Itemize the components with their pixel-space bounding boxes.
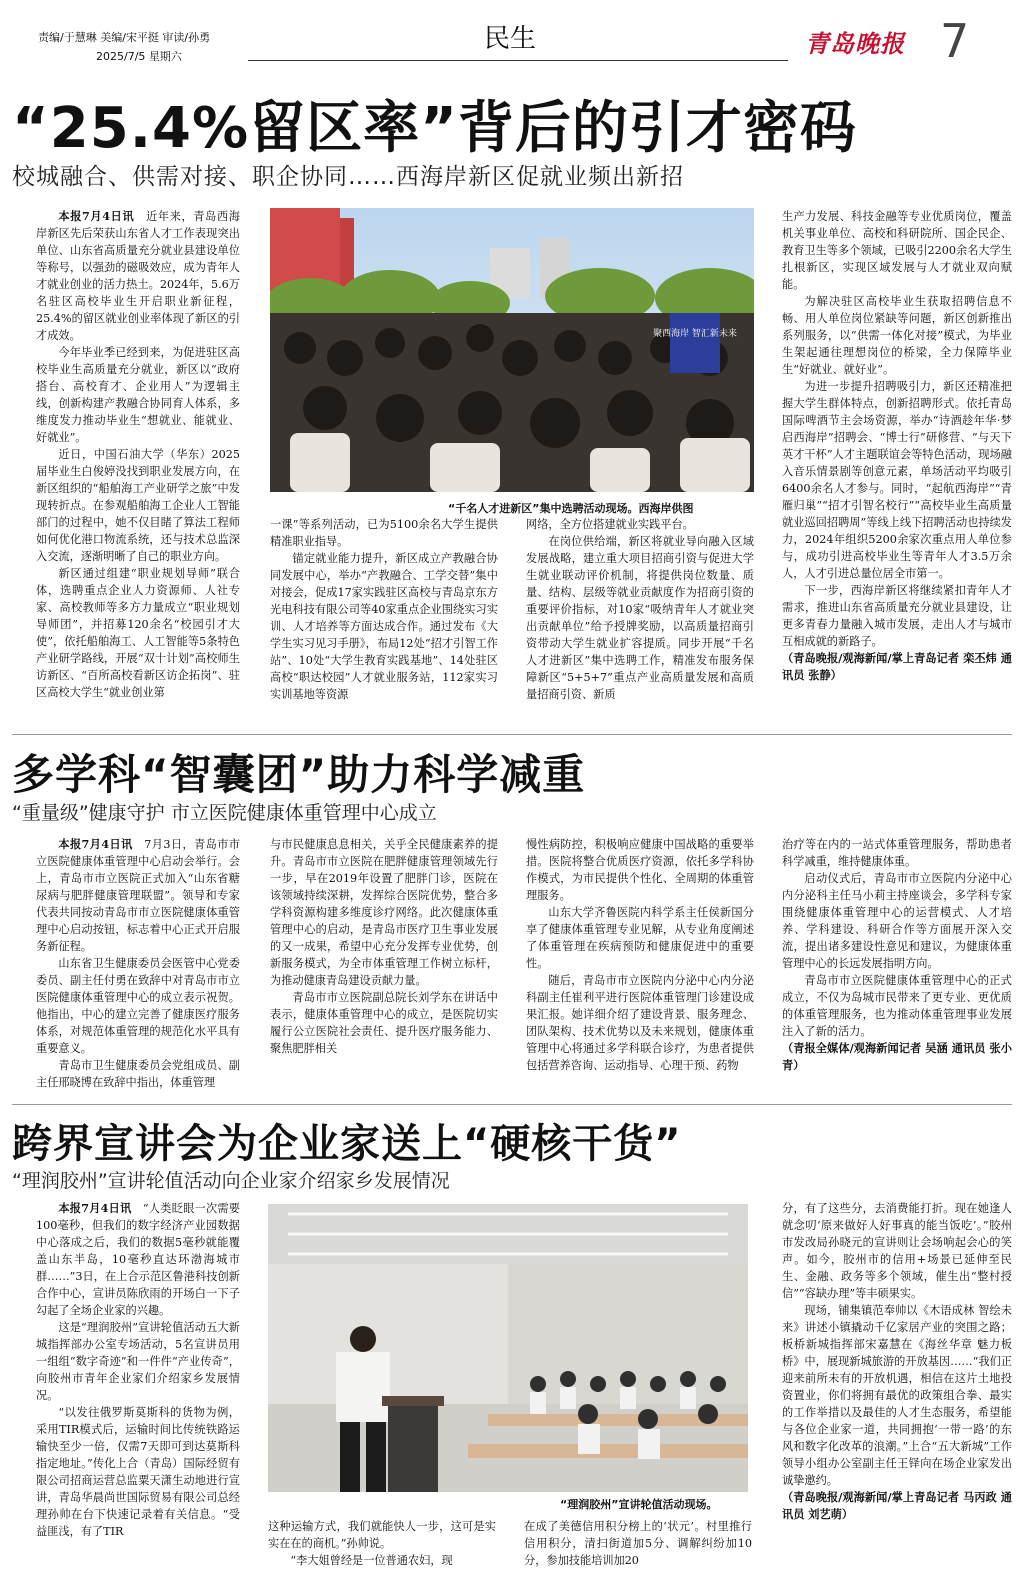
paragraph: 网络，全方位搭建就业实践平台。: [526, 518, 694, 531]
paragraph: 现场，铺集镇范奉帅以《木语成林 智绘未来》讲述小镇撬动千亿家居产业的突围之路；板桥新城指挥部宋嘉慧在《海丝华章 魅力板桥》中，展现新城旅游的开放基因……“我们正迎来前所未有的开放机遇，相信在这片土地投资置业，你们将拥有最优的政策组合拳、最实的工作举措以及最佳的人才生态服务，希望能与各位企业家一道，共同拥抱‘一带一路’的东风和数字化改革的浪潮。”上合“五大新城”工作领导小组办公室副主任王铎向在场企业家发出诚挚邀约。: [782, 1304, 1012, 1487]
article1-subtitle: 校城融合、供需对接、职企协同……西海岸新区促就业频出新招: [12, 164, 684, 190]
paragraph: 启动仪式后，青岛市市立医院内分泌中心内分泌科主任马小莉主持座谈会，多学科专家围绕健康体重管理中心的运营模式、人才培养、学科建设、科研合作等方面展开深入交流，提出诸多建设性意见和建议，为健康体重管理中心的长远发展指明方向。: [782, 872, 1012, 970]
newspaper-logo: 青岛晚报: [805, 29, 905, 58]
article2-column-3: [526, 836, 754, 1098]
banner-text: 聚西海岸 智汇新未来: [653, 329, 737, 339]
article2-column-2: [270, 836, 498, 1098]
article2-subtitle: “重量级”健康守护 市立医院健康体重管理中心成立: [12, 802, 437, 824]
paragraph: 青岛市卫生健康委员会党组成员、副主任邢晓博在致辞中指出，体重管理: [36, 1059, 240, 1089]
section-divider: [12, 1104, 1012, 1105]
editor-credits: 责编/于慧琳 美编/宋平挺 审读/孙勇: [38, 31, 211, 44]
article2-column-1: [36, 836, 240, 1098]
paragraph: 随后，青岛市市立医院内分泌中心内分泌科副主任崔利平进行医院体重管理门诊建设成果汇报。她详细介绍了建设背景、服务理念、团队架构、技术优势以及未来规划，健康体重管理中心将通过多学科联合诊疗，为患者提供包括营养咨询、运动指导、心理干预、药物: [526, 974, 754, 1072]
paragraph: 这种运输方式，我们就能快人一步，这可是实实在在的商机。”孙帅说。: [268, 1520, 496, 1550]
job-fair-illustration: [270, 208, 754, 492]
article3-title: 跨界宣讲会为企业家送上“硬核干货”: [12, 1121, 682, 1167]
paragraph: “人类眨眼一次需要100毫秒，但我们的数字经济产业园数据中心落成之后，我们的数据5毫秒就能覆盖山东半岛，10毫秒直达环渤海城市群……”3日，在上合示范区鲁港科技创新合作中心，宣讲员陈欣雨的开场白一下子勾起了全场企业家的兴趣。: [36, 1202, 240, 1317]
paragraph: 山东大学齐鲁医院内科学系主任侯新国分享了健康体重管理专业见解，从专业角度阐述了体重管理在疾病预防和健康促进中的重要性。: [526, 906, 754, 970]
masthead-credits: [38, 28, 210, 66]
paragraph: 在成了美德信用积分榜上的‘状元’。村里推行信用积分，清扫街道加5分、调解纠纷加10分，参加技能培训加20: [524, 1520, 752, 1567]
article1-column-1: [36, 208, 240, 728]
paragraph: 锚定就业能力提升，新区成立产教融合协同发展中心，举办“产教融合、工学交替”集中对接会，促成17家实践驻区高校与青岛京东方光电科技有限公司等40家重点企业围绕实习实训、人才培养等方面达成合作。通过发布《大学生实习见习手册》，布局12处“招才引智工作站”、10处“大学生教育实践基地”、14处驻区高校“职达校园”人才就业服务站，112家实习实训基地等资源: [270, 552, 498, 701]
paragraph: 生产力发展、科技金融等专业优质岗位，覆盖机关事业单位、高校和科研院所、国企民企、教育卫生等多个领域，已吸引2200余名大学生扎根新区，实现区域发展与人才就业双向赋能。: [782, 210, 1012, 291]
paragraph: “以发往俄罗斯莫斯科的货物为例，采用TIR模式后，运输时间比传统铁路运输快至少一倍，仅需7天即可到达莫斯科指定地址。”传化上合（青岛）国际经贸有限公司招商运营总监粟天潇生动地进行宣讲，青岛华晨尚世国际贸易有限公司总经理孙帅在台下快速记录着有关信息。“受益匪浅，有了TIR: [36, 1406, 240, 1538]
paragraph: 分，有了这些分，去消费能打折。现在她逢人就念叨‘原来做好人好事真的能当饭吃’。”胶州市发改局孙晓元的宣讲则让会场响起会心的笑声。如今，胶州市的信用+场景已延伸至民生、金融、政务等多个领域，催生出“整村授信”“容缺办理”等丰硕果实。: [782, 1202, 1012, 1300]
paragraph: 为解决驻区高校毕业生获取招聘信息不畅、用人单位岗位紧缺等问题，新区创新推出系列服务，以“供需一体化对接”模式，为毕业生架起通往理想岗位的桥梁，全力保障毕业生“好就业、就好业”。: [782, 295, 1012, 376]
paragraph: 7月3日，青岛市市立医院健康体重管理中心启动会举行。会上，青岛市市立医院正式加入“山东省糖尿病与肥胖健康管理联盟”。领导和专家代表共同按动青岛市市立医院健康体重管理中心启动按钮，标志着中心正式开启服务新征程。: [36, 838, 240, 953]
article3-column-4: [782, 1200, 1012, 1570]
article1-lead: 本报7月4日讯: [58, 209, 135, 223]
job-fair-photo: [270, 208, 754, 492]
article2-byline: （青报全媒体/观海新闻记者 吴涵 通讯员 张小青）: [782, 1041, 1012, 1072]
article3-subtitle: “理润胶州”宣讲轮值活动向企业家介绍家乡发展情况: [12, 1170, 450, 1192]
article1-photo-caption: “千名人才进新区”集中选聘活动现场。西海岸供图: [448, 502, 694, 515]
article1-column-2: [270, 516, 498, 728]
paragraph: 近年来，青岛西海岸新区先后荣获山东省人才工作表现突出单位、山东省高质量充分就业县建设单位等称号，以强劲的磁吸效应，成为青年人才就业创业的活力热土。2024年，5.6万名驻区高校毕业生开启职业新征程，25.4%的留区就业创业率体现了新区的引才成效。: [36, 210, 240, 342]
article3-photo-caption: “理润胶州”宣讲轮值活动现场。: [560, 1498, 718, 1511]
article2-column-4: [782, 836, 1012, 1098]
paragraph: 这是“理润胶州”宣讲轮值活动五大新城指挥部办公室专场活动，5名宣讲员用一组组“数字奇迹”和一件件“产业传奇”，向胶州市青年企业家们介绍家乡发展情况。: [36, 1321, 240, 1402]
paragraph: 在岗位供给端，新区将就业导向融入区域发展战略，建立重大项目招商引资与促进大学生就业联动评价机制，将提供岗位数量、质量、结构、层级等就业贡献度作为招商引资的重要评价指标，对10家“吸纳青年人才就业突出贡献单位”给予授牌奖励，以高质量招商引资带动大学生就业扩容提质。同步开展“千名人才进新区”集中选聘工作，精准发布服务保障新区“5+5+7”重点产业高质量发展和高质量招商引资、新质: [526, 535, 754, 701]
paragraph: 与市民健康息息相关，关乎全民健康素养的提升。青岛市市立医院在肥胖健康管理领域先行一步，早在2019年设置了肥胖门诊，医院在该领域持续深耕，发挥综合医院优势，整合多学科资源构建多维度诊疗网络。此次健康体重管理中心的启动，是青岛市医疗卫生事业发展的又一成果，希望中心充分发挥专业优势，创新服务模式，为全市体重管理工作树立标杆，为推动健康青岛建设贡献力量。: [270, 838, 498, 987]
paragraph: 山东省卫生健康委员会医管中心党委委员、副主任付勇在致辞中对青岛市市立医院健康体重管理中心的成立表示祝贺。他指出，中心的建立完善了健康医疗服务体系，对规范体重管理的规范化水平具有重要意义。: [36, 957, 240, 1055]
article1-title: “25.4%留区率”背后的引才密码: [12, 96, 857, 161]
paragraph: “李大姐曾经是一位普通农妇，现: [290, 1554, 453, 1567]
article1-column-3: [526, 516, 754, 728]
header-rule: [248, 60, 788, 61]
paragraph: 一课”等系列活动，已为5100余名大学生提供精准职业指导。: [270, 518, 498, 548]
paragraph: 下一步，西海岸新区将继续紧扣青年人才需求，推进山东省高质量充分就业县建设，让更多青春力量融入城市发展，走出人才与城市互相成就的新路子。: [782, 584, 1012, 648]
article3-column-2: [268, 1518, 496, 1570]
lecture-photo: [268, 1204, 748, 1492]
page-number: 7: [940, 14, 970, 68]
paragraph: 青岛市市立医院健康体重管理中心的正式成立，不仅为岛城市民带来了更专业、更优质的体重管理服务，也为推动体重管理事业发展注入了新的活力。: [782, 974, 1012, 1038]
issue-date: 2025/7/5 星期六: [96, 50, 182, 63]
article3-column-1: [36, 1200, 240, 1568]
lecture-illustration: [268, 1204, 748, 1492]
paragraph: 为进一步提升招聘吸引力，新区还精准把握大学生群体特点，创新招聘形式。依托青岛国际啤酒节主会场资源，举办“诗酒趁年华·梦启西海岸”招聘会、“博士行”研修营、“与天下英才干杯”人才主题联谊会等特色活动，现场融入音乐情景剧等创意元素，单场活动平均吸引6400余名人才参与。同时，“起航西海岸”“青雁归巢”“招才引智名校行”“高校毕业生高质量就业巡回招聘周”等线上线下招聘活动也持续发力，2024年组织5200余家次重点用人单位参与，成功引进高校毕业生等青年人才3.5万余人，人才引进总量位居全市第一。: [782, 380, 1012, 580]
article2-title: 多学科“智囊团”助力科学减重: [12, 750, 586, 799]
section-divider: [12, 734, 1012, 735]
paragraph: 治疗等在内的一站式体重管理服务，帮助患者科学减重，维持健康体重。: [782, 838, 1012, 868]
paragraph: 慢性病防控，积极响应健康中国战略的重要举措。医院将整合优质医疗资源，依托多学科协作模式，为市民提供个性化、全周期的体重管理服务。: [526, 838, 754, 902]
article3-lead: 本报7月4日讯: [58, 1201, 132, 1215]
article2-lead: 本报7月4日讯: [58, 837, 133, 851]
paragraph: 新区通过组建“职业规划导师”联合体，选聘重点企业人力资源师、人社专家、高校教师等多方力量成立“职业规划导师团”，并招募120余名“校园引才大使”，依托船舶海工、人工智能等5条特色产业研学路线，开展“双十计划”高校师生访新区、“百所高校看新区访企拓岗”、驻区高校大学生“就业创业第: [36, 567, 240, 699]
article1-column-4: [782, 208, 1012, 728]
section-name: 民生: [483, 24, 536, 54]
paragraph: 青岛市市立医院副总院长刘学东在讲话中表示，健康体重管理中心的成立，是医院切实履行公立医院社会责任、提升医疗服务能力、聚焦肥胖相关: [270, 991, 498, 1055]
paragraph: 近日，中国石油大学（华东）2025届毕业生白俊婷没找到职业发展方向，在新区组织的“船舶海工产业研学之旅”中发现转折点。在参观船舶海工企业人工智能部门的过程中，她不仅目睹了算法工程师如何优化港口物流系统，还与技术总监深入交流，逐渐明晰了自己的职业方向。: [36, 448, 240, 563]
paragraph: 今年毕业季已经到来，为促进驻区高校毕业生高质量充分就业，新区以“政府搭台、高校育才、企业用人”为逻辑主线，创新构建产教融合协同育人体系，多维度发力推动毕业生“想就业、能就业、好就业”。: [36, 346, 240, 444]
article1-byline: （青岛晚报/观海新闻/掌上青岛记者 栾丕炜 通讯员 张静）: [782, 651, 1012, 682]
article3-column-3: [524, 1518, 752, 1570]
article3-byline: （青岛晚报/观海新闻/掌上青岛记者 马丙政 通讯员 刘艺萌）: [782, 1490, 1012, 1521]
